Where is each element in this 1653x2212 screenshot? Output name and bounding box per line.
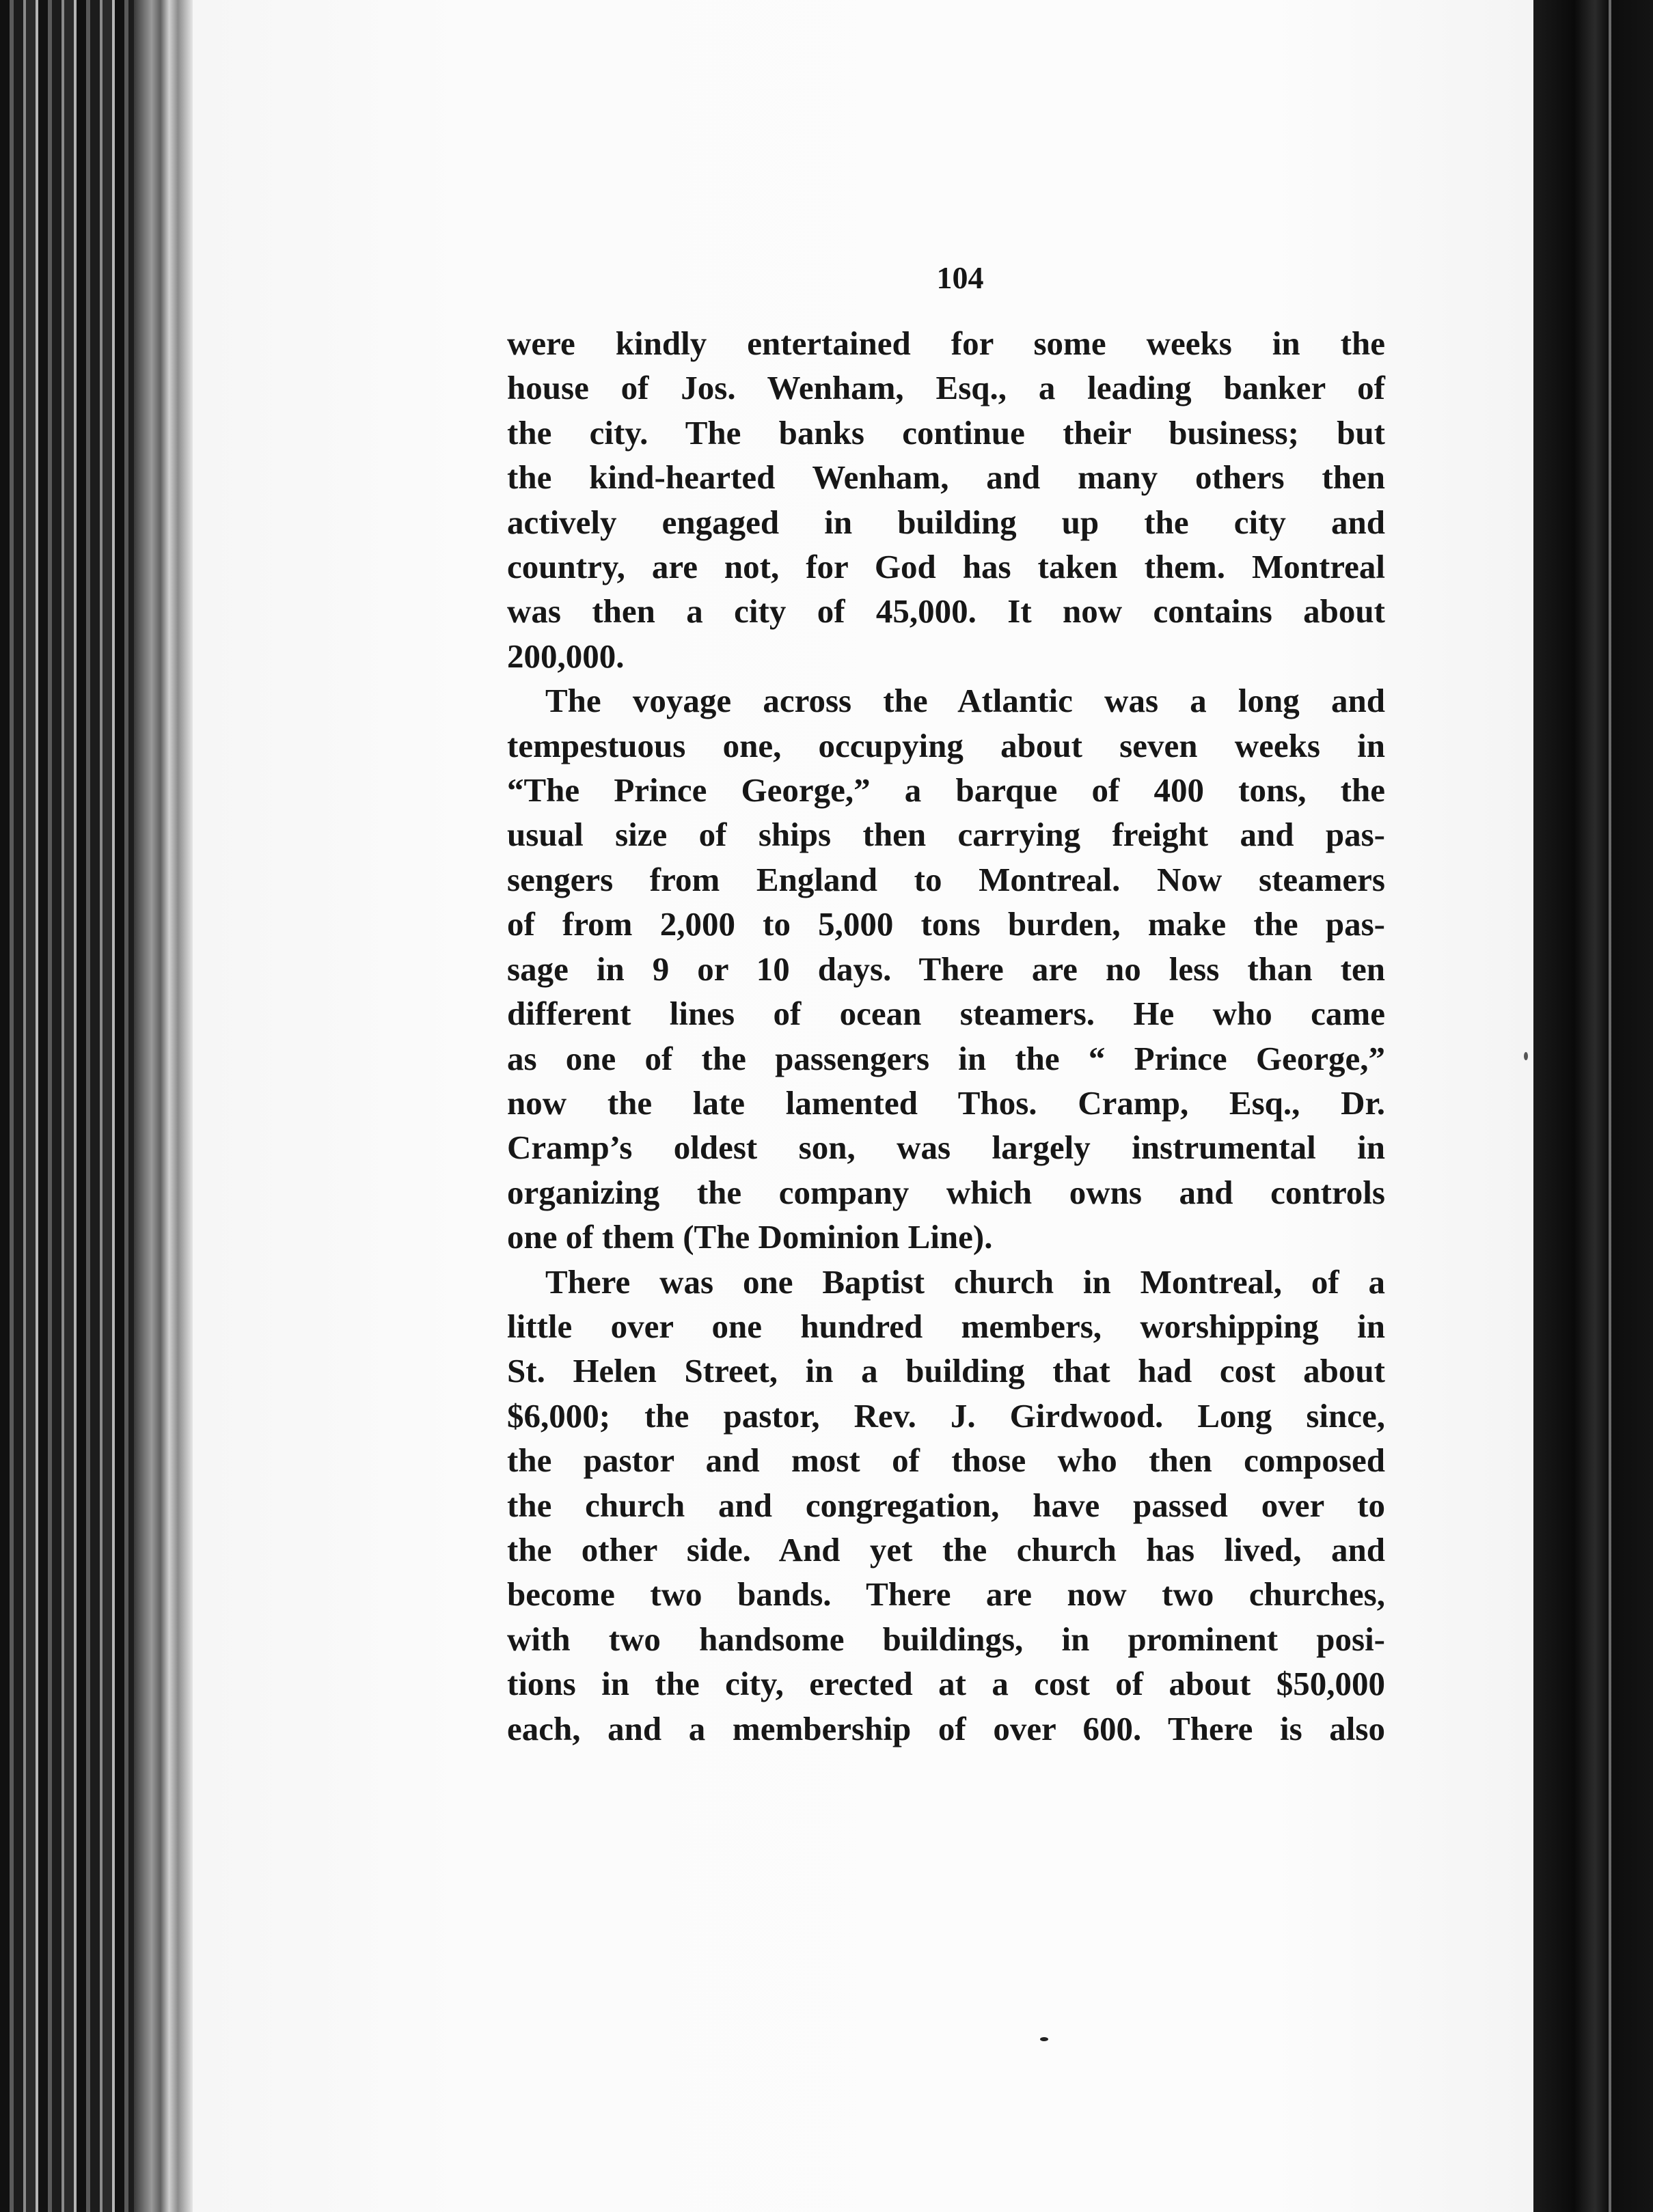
text-line: were kindly entertained for some weeks in the <box>507 324 1385 362</box>
text-line: tions in the city, erected at a cost of about $50,000 <box>507 1665 1385 1703</box>
text-line: St. Helen Street, in a building that had cost about <box>507 1352 1385 1390</box>
text-line: tempestuous one, occupying about seven weeks in <box>507 726 1385 764</box>
page-number: 104 <box>936 260 984 295</box>
text-line: the kind-hearted Wenham, and many others then <box>507 458 1385 497</box>
text-line: was then a city of 45,000. It now contains about <box>507 592 1385 631</box>
book-right-edge <box>1533 0 1653 2212</box>
text-line: country, are not, for God has taken them. Montreal <box>507 548 1385 586</box>
text-line: the other side. And yet the church has lived, and <box>507 1530 1385 1568</box>
text-line: 200,000. <box>507 637 625 675</box>
text-line: actively engaged in building up the city and <box>507 503 1385 541</box>
text-line: with two handsome buildings, in prominent posi- <box>507 1620 1385 1658</box>
paragraph-2 <box>507 678 1385 1259</box>
text-line: become two bands. There are now two churches, <box>507 1575 1385 1614</box>
book-right-edge-highlight <box>1609 0 1611 2212</box>
text-line: of from 2,000 to 5,000 tons burden, make the pas- <box>507 905 1385 943</box>
text-line: The voyage across the Atlantic was a long and <box>545 682 1385 720</box>
text-line: the pastor and most of those who then composed <box>507 1441 1385 1480</box>
text-line: “The Prince George,” a barque of 400 tons, the <box>507 771 1385 810</box>
text-line: usual size of ships then carrying freight and pas- <box>507 816 1385 854</box>
text-line: sage in 9 or 10 days. There are no less than ten <box>507 950 1385 988</box>
text-line: the church and congregation, have passed over to <box>507 1486 1385 1524</box>
text-line: different lines of ocean steamers. He who came <box>507 995 1385 1033</box>
paragraph-3 <box>507 1260 1385 1751</box>
text-line: Cramp’s oldest son, was largely instrumental in <box>507 1129 1385 1167</box>
text-line: each, and a membership of over 600. There is also <box>507 1709 1385 1747</box>
text-line: There was one Baptist church in Montreal, of a <box>545 1262 1385 1301</box>
text-line: $6,000; the pastor, Rev. J. Girdwood. Long since, <box>507 1396 1385 1435</box>
text-line: organizing the company which owns and controls <box>507 1173 1385 1211</box>
book-left-edge-gradient <box>134 0 193 2212</box>
paragraph-1 <box>507 321 1385 678</box>
text-line: now the late lamented Thos. Cramp, Esq., Dr. <box>507 1083 1385 1122</box>
text-line: as one of the passengers in the “ Prince George,” <box>507 1039 1385 1077</box>
body-text <box>507 321 1385 1751</box>
text-line: house of Jos. Wenham, Esq., a leading banker of <box>507 369 1385 407</box>
text-line: little over one hundred members, worshipping in <box>507 1307 1385 1345</box>
text-line: the city. The banks continue their business; but <box>507 413 1385 452</box>
scan-speck <box>1524 1052 1528 1060</box>
scan-speck <box>1040 2037 1048 2041</box>
text-line: one of them (The Dominion Line). <box>507 1218 993 1256</box>
text-line: sengers from England to Montreal. Now steamers <box>507 860 1385 898</box>
